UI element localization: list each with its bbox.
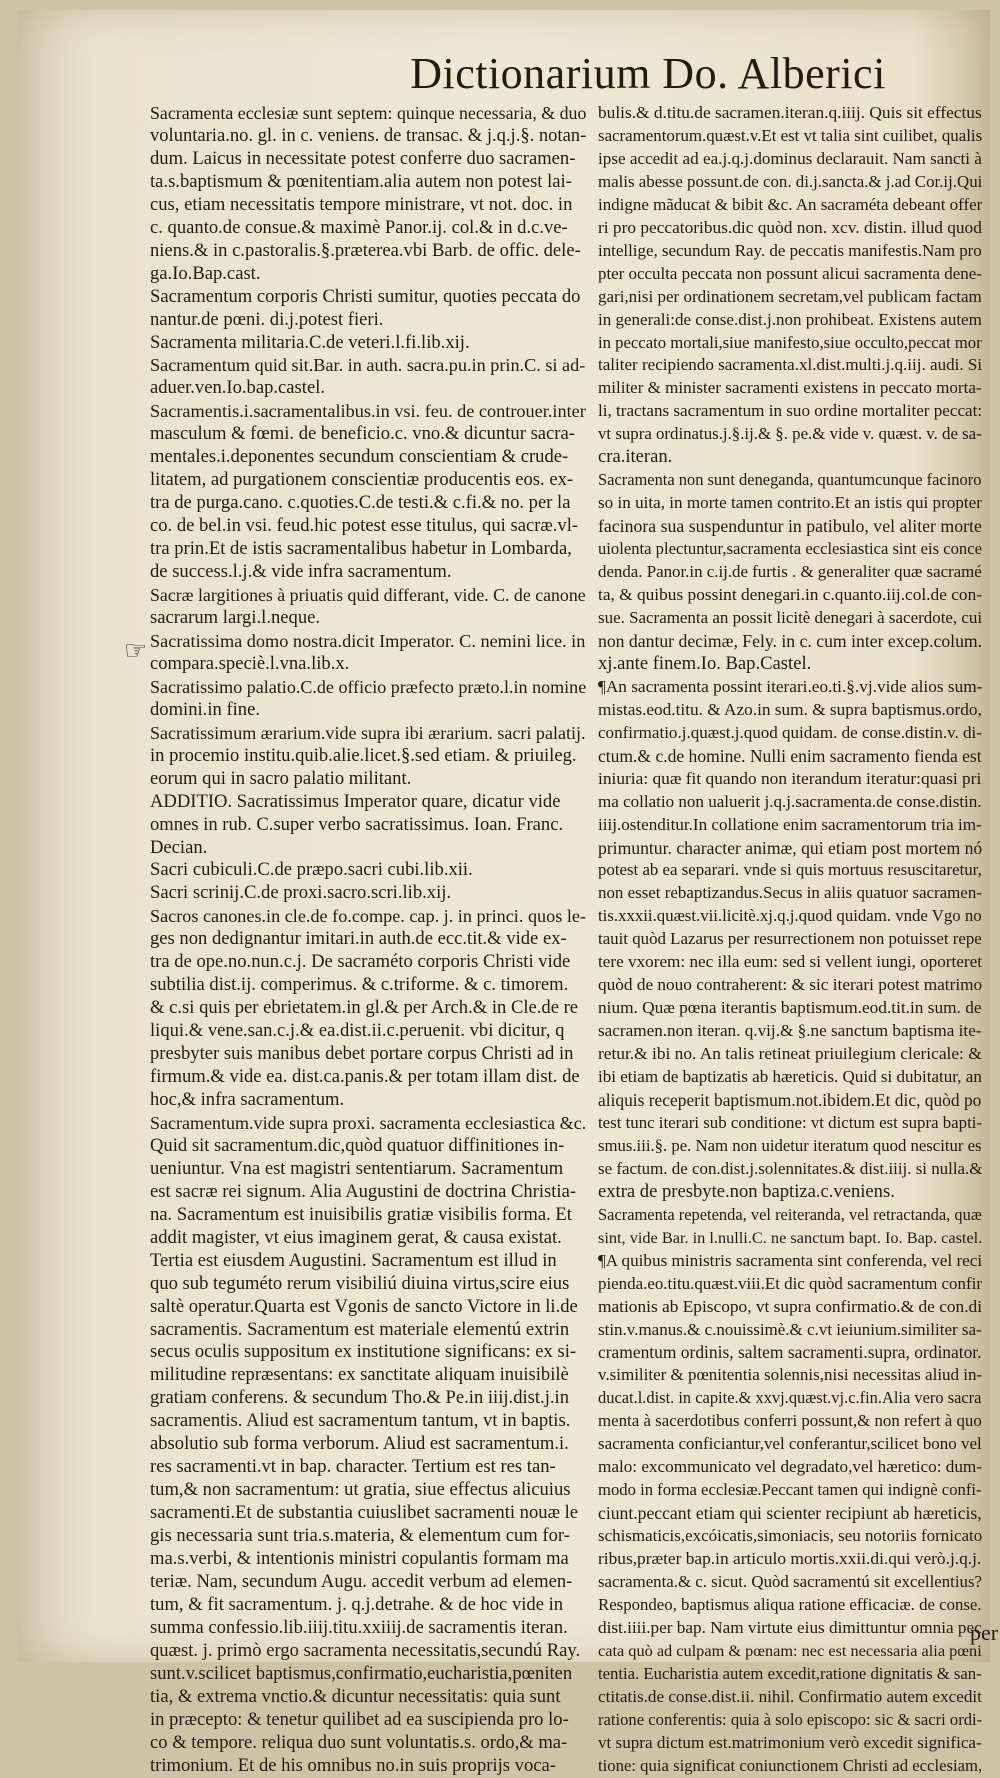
left-column-line: res sacramenti.vt in bap. character. Tertium est res tan- (150, 1456, 556, 1478)
left-column-line: ta.s.baptismum & pœnitentiam.alia autem non potest lai- (150, 170, 572, 192)
right-column-line: tione: quia significat coniunctionem Christi ad ecclesiam, (598, 1755, 982, 1775)
right-column-line: nium. Quæ pœna iterantis baptismum.eod.tit.in sum. de (598, 998, 982, 1018)
left-column-line: c. quanto.de consue.& maximè Panor.ij. col.& in d.c.ve- (150, 216, 568, 238)
right-column-line: potest ab ea separari. vnde si quis mortuus resuscitaretur, (598, 860, 982, 880)
right-column-line: in generali:de conse.dist.j.non prohibeat. Existens autem (598, 309, 982, 329)
left-column-line: Sacratissimum ærarium.vide supra ibi ærarium. sacri palatij. (150, 722, 586, 743)
page-header (18, 48, 990, 108)
right-column-line: iiij.ostenditur.In collatione enim sacramentorum tria im- (598, 814, 982, 834)
left-column-line: Sacramenta militaria.C.de veteri.l.fi.lib.xij. (150, 331, 470, 353)
right-column-line: quòd de nouo contraherent: & sic iterari potest matrimo (598, 975, 982, 995)
right-column-line: militer & minister sacramenti existens in peccato morta- (598, 378, 982, 398)
left-column-line: Tertia est eiusdem Augustini. Sacramentum est illud in (150, 1249, 557, 1271)
left-column-line: sacramentis. Sacramentum est materiale elementú extrin (150, 1318, 570, 1340)
left-column-line: ADDITIO. Sacratissimus Imperator quare, dicatur vide (150, 790, 561, 812)
right-column-line: taliter recipiendo sacramenta.xl.dist.multi.j.q.iij. audi. Si (598, 355, 982, 375)
left-column-line: ueniuntur. Vna est magistri sententiarum. Sacramentum (150, 1157, 564, 1179)
left-column-line: gis necessaria sunt tria.s.materia, & elementum cum for- (150, 1525, 570, 1547)
right-column-line: non esset rebaptizandus.Secus in aliis quatuor sacramen- (598, 883, 982, 903)
right-column-line: malis abesse possunt.de con. di.j.sancta.& j.ad Cor.ij.Qui (598, 171, 982, 191)
left-column-line: Decian. (150, 836, 208, 858)
right-column-line: aliquis receperit baptismum.not.ibidem.Et dic, quòd po (598, 1089, 982, 1110)
left-column-line: nantur.de pœni. di.j.potest fieri. (150, 308, 384, 330)
left-column-line: Sacratissima domo nostra.dicit Imperator. C. nemini lice. in (150, 630, 586, 651)
left-column-line: est sacræ rei signum. Alia Augustini de doctrina Christia- (150, 1180, 577, 1202)
left-column-line: trimonium. Et de his omnibus no.in suis proprijs voca- (150, 1754, 556, 1776)
right-column-line: vt supra dictum est.matrimonium verò excedit significa- (598, 1732, 982, 1752)
right-column-line: sacramentorum.quæst.v.Et est vt talia sint cuilibet, qualis (598, 125, 982, 145)
left-column-line: sacramentis. Aliud est sacramentum tantum, vt in baptis. (150, 1410, 571, 1432)
right-column-line: dist.iiii.per bap. Nam virtute eius dimittuntur omnia pec (598, 1617, 982, 1637)
left-column-line: tra de purga.cano. c.quoties.C.de testi.& c.fi.& no. per la (150, 492, 571, 514)
left-column-line: saltè operatur.Quarta est Vgonis de sancto Victore in li.de (150, 1295, 578, 1317)
left-column-line: & c.si quis per ebrietatem.in gl.& per Arch.& in Cle.de re (150, 997, 579, 1019)
left-column-line: voluntaria.no. gl. in c. veniens. de transac. & j.q.j.§. notan- (150, 124, 586, 146)
left-column-line: domini.in fine. (150, 698, 261, 720)
left-column-line: absolutio sub forma verborum. Aliud est sacramentum.i. (150, 1433, 569, 1455)
right-column-line: Sacramenta repetenda, vel reiteranda, vel retractanda, quæ (598, 1204, 982, 1224)
left-column-line: sacrarum largi.l.neque. (150, 606, 321, 628)
left-column-line: in præcepto: & tenetur quilibet ad ea suscipienda pro lo- (150, 1708, 569, 1730)
right-column-line: ta, & quibus possint denegari.in c.quanto.iij.col.de con- (598, 585, 982, 605)
running-title: Dictionarium Do. Alberici (410, 49, 886, 98)
right-column-line: primuntur. character animæ, qui etiam post mortem nó (598, 837, 982, 858)
right-column-line: mationis ab Episcopo, vt supra confirmatio.& de con.di (598, 1296, 982, 1316)
right-column-line: ipse accedit ad ea.j.q.j.dominus declarauit. Nam sancti à (598, 148, 982, 168)
right-column-line: gari,nisi per ordinationem secretam,vel publicam factam (598, 286, 982, 306)
right-column-line: ribus,præter bap.in articulo mortis.xxii.di.qui verò.j.q.j. (598, 1549, 982, 1569)
right-column-line: tentia. Eucharistia autem excedit,ratione dignitatis & san- (598, 1663, 982, 1683)
left-column-line: Sacramenta ecclesiæ sunt septem: quinque necessaria, & duo (150, 103, 586, 123)
right-column-line: v.similiter & pœnitentia solennis,nisi necessitas aliud in- (598, 1365, 982, 1385)
left-column-line: sunt.v.scilicet baptismus,confirmatio,eucharistia,pœniten (150, 1662, 573, 1684)
left-column-line: liqui.& vene.san.c.j.& ea.dist.ii.c.peruenit. vbi dicitur, q (150, 1020, 565, 1042)
right-column-line: schismaticis,excóicatis,simoniacis, seu notoriis fornicato (598, 1526, 982, 1546)
pointing-hand-icon: ☞ (124, 636, 148, 666)
right-column-line: Sacramenta non sunt deneganda, quantumcunque facinoro (598, 470, 982, 490)
right-column-line: tis.xxxii.quæst.vii.licitè.xj.q.j.quod quidam. vnde Vgo no (598, 906, 982, 926)
left-column-line: Sacramentum.vide supra proxi. sacramenta ecclesiastica &c. (150, 1112, 586, 1133)
book-page (18, 10, 999, 1776)
right-column-line: test tunc iterari sub conditione: vt dictum est supra bapti- (598, 1112, 982, 1132)
left-column-line: Sacramentis.i.sacramentalibus.in vsi. feu. de controuer.inter (150, 401, 586, 422)
right-column-line: Respondeo, baptismus aliqua ratione efficaciæ. de conse. (598, 1594, 982, 1614)
left-column-line: militudine repræsentans: ex sanctitate aliquam inuisibilè (150, 1364, 569, 1386)
right-column-line: ¶A quibus ministris sacramenta sint conferenda, vel reci (598, 1250, 982, 1270)
left-column-line: co. de bel.in vsi. feud.hic potest esse titulus, qui sacræ.vl- (150, 515, 579, 537)
right-column-line: sacramenta.& c. sicut. Quòd sacramentú sit excellentius? (598, 1572, 982, 1591)
left-column-line: Sacri cubiculi.C.de præpo.sacri cubi.lib.xii. (150, 859, 473, 881)
left-column-line: teriæ. Nam, secundum Augu. accedit verbum ad elemen- (150, 1571, 573, 1592)
right-column-line: intellige, secundum Ray. de peccatis manifestis.Nam pro (598, 240, 982, 260)
left-column (150, 102, 586, 1778)
right-column-line: ducat.l.dist. in capite.& xxvj.quæst.vj.c.fin.Alia vero sacra (598, 1388, 982, 1408)
left-column-line: litatem, ad purgationem conscientiæ producentis eos. ex- (150, 469, 574, 491)
right-column-line: ma collatio non ualuerit j.q.j.sacramenta.de conse.distin. (598, 791, 982, 811)
right-column-line: cra.iteran. (598, 446, 673, 468)
right-column-line: sue. Sacramenta an possit licitè denegari à sacerdote, cui (598, 607, 982, 627)
left-column-line: compara.speciè.l.vna.lib.x. (150, 652, 350, 674)
left-column-line: Sacratissimo palatio.C.de officio præfecto præto.l.in nomine (150, 676, 586, 697)
right-column-line: ri pro peccatoribus.dic quòd non. xcv. distin. illud quod (598, 217, 982, 237)
left-column-line: quo sub teguméto rerum visibiliú diuina virtus,scire eius (150, 1272, 570, 1294)
right-column-line: stin.v.manus.& c.nouissimè.& c.vt ieiunium.similiter sa- (598, 1319, 982, 1339)
right-column-line: cata quò ad culpam & pœnam: nec est necessaria alia pœni (598, 1640, 982, 1660)
left-column-line: subtilia dist.ij. comperimus. & c.triforme. & c. timorem. (150, 974, 569, 996)
left-column-line: tum,& non sacramentum: ut gratia, siue effectus alicuius (150, 1479, 571, 1501)
right-column-line: uiolenta plectuntur,sacramenta ecclesiastica sint eis conce (598, 539, 982, 559)
right-column-line: so in uita, in morte tamen contrito.Et an istis qui propter (598, 493, 982, 513)
left-column-line: Sacramentum quid sit.Bar. in auth. sacra.pu.in prin.C. si ad- (150, 355, 586, 376)
left-column-line: omnes in rub. C.super verbo sacratissimus. Ioan. Franc. (150, 813, 564, 835)
right-column-line: tauit quòd Lazarus per resurrectionem non potuisset repe (598, 929, 982, 949)
right-column-line: pienda.eo.titu.quæst.viii.Et dic quòd sacramentum confir (598, 1273, 982, 1293)
right-column-line: retur.& ibi no. An talis retineat priuilegium clericale: & (598, 1044, 982, 1064)
left-column-line: tia, & extrema vnctio.& dicuntur necessitatis: quia sunt (150, 1685, 561, 1707)
right-column-line: bulis.& d.titu.de sacramen.iteran.q.iiij. Quis sit effectus (598, 103, 982, 122)
left-column-line: Sacræ largitiones à priuatis quid differant, vide. C. de canone (150, 585, 586, 606)
right-column-line: non dantur decimæ, Fely. in c. cum inter excep.colum. (598, 630, 982, 651)
left-column-line: Quid sit sacramentum.dic,quòd quatuor diffinitiones in- (150, 1134, 565, 1156)
right-column-line: vt supra ordinatus.j.§.ij.& §. pe.& vide v. quæst. v. de sa- (598, 424, 982, 444)
right-column-line: modo in forma ecclesiæ.Peccant tamen qui indignè confi- (598, 1480, 982, 1500)
left-column-line: quæst. j. primò ergo sacramenta necessitatis,secundú Ray. (150, 1639, 581, 1661)
left-column-line: eorum qui in sacro palatio militant. (150, 767, 412, 789)
left-column-line: summa confessio.lib.iiij.titu.xxiiij.de sacramentis iteran. (150, 1616, 568, 1638)
catchword: per (970, 1620, 999, 1645)
right-column-line: sint, vide Bar. in l.nulli.C. ne sanctum bapt. Io. Bap. castel. (598, 1227, 982, 1247)
left-column-line: dum. Laicus in necessitate potest conferre duo sacramen- (150, 147, 576, 169)
right-column-line: sacramen.non iteran. q.vij.& §.ne sanctum baptisma ite- (598, 1021, 982, 1041)
right-column-line: smus.iii.§. pe. Nam non uidetur iteratum quod nescitur es (598, 1135, 982, 1155)
left-column-line: ga.Io.Bap.cast. (150, 262, 261, 284)
right-column-line: indigne mãducat & bibit &c. An sacraméta debeant offer (598, 194, 982, 214)
left-column-line: mentales.i.deponentes secundum conscientiam & crude- (150, 446, 569, 468)
left-column-line: secus oculis suppositum ex institutione significans: ex si- (150, 1341, 577, 1363)
right-column-line: cramentum ordinis, saltem sacramenti.supra, ordinator. (598, 1342, 982, 1363)
right-column-line: xj.ante finem.Io. Bap.Castel. (598, 652, 812, 674)
right-column-line: mistas.eod.titu. & Azo.in sum. & supra baptismus.ordo, (598, 699, 982, 719)
left-column-line: ges non dedignantur imitari.in auth.de ecc.tit.& vide ex- (150, 928, 567, 950)
right-column-line: iniuria: quæ fit quando non iterandum iteratur:quasi pri (598, 768, 982, 788)
left-column-line: in procemio institu.quib.alie.licet.§.sed etiam. & priuileg. (150, 744, 577, 766)
right-column-line: ¶An sacramenta possint iterari.eo.ti.§.vj.vide alios sum- (598, 676, 982, 696)
left-column-line: Sacros canones.in cle.de fo.compe. cap. j. in princi. quos le- (150, 906, 586, 927)
right-column-line: ibi etiam de baptizatis ab hæreticis. Quid si dubitatur, an (598, 1067, 982, 1087)
left-column-line: addit magister, vt eius imaginem gerat, & causa existat. (150, 1226, 562, 1248)
right-column-line: menta à sacerdotibus conferri possunt,& non refert à quo (598, 1411, 982, 1431)
right-column-line: confirmatio.j.quæst.j.quod quidam. de conse.distin.v. di- (598, 722, 982, 742)
left-column-line: tum, & fit sacramentum. j. q.j.detrahe. & de hoc vide in (150, 1593, 564, 1615)
right-column-line: tere vxorem: nec illa eum: sed si vellent iungi, oporteret (598, 952, 982, 972)
left-column-line: ma.s.verbi, & intentionis ministri copulantis formam ma (150, 1548, 569, 1570)
left-column-line: masculum & fœmi. de beneficio.c. vno.& dicuntur sacra- (150, 423, 575, 445)
right-column-line: pter occulta peccata non possunt alicui sacramenta dene- (598, 263, 982, 283)
right-column-line: li, tractans sacramentum in suo ordine mortaliter peccat: (598, 401, 982, 421)
left-column-line: presbyter suis manibus debet portare corpus Christi ad in (150, 1043, 574, 1065)
left-column-line: de success.l.j.& vide infra sacramentum. (150, 561, 452, 583)
left-column-line: niens.& in c.pastoralis.§.præterea.vbi Barb. de offic. dele- (150, 239, 581, 261)
left-column-line: sacramenti.Et de substantia cuiuslibet sacramenti nouæ le (150, 1502, 579, 1524)
left-column-line: tra prin.Et de istis sacramentalibus habetur in Lombarda, (150, 538, 572, 560)
left-column-line: gratiam conferens. & secundum Tho.& Pe.in iiij.dist.j.in (150, 1387, 569, 1409)
right-column-line: in peccato mortali,siue manifesto,siue occulto,peccat mor (598, 332, 982, 352)
left-column-line: cus, etiam necessitatis tempore ministrare, vt not. doc. in (150, 193, 573, 215)
right-column-line: extra de presbyte.non baptiza.c.veniens. (598, 1180, 895, 1202)
right-column-line: ctum.& c.de homine. Nulli enim sacramento fienda est (598, 745, 982, 766)
right-column (598, 102, 982, 1778)
right-column-line: sacramenta conficiantur,vel conferantur,scilicet bono vel (598, 1434, 982, 1454)
left-column-line: aduer.ven.Io.bap.castel. (150, 377, 326, 399)
left-column-line: tra de ope.no.nun.c.j. De sacraméto corporis Christi vide (150, 951, 571, 973)
left-column-line: Sacri scrinij.C.de proxi.sacro.scri.lib.xij. (150, 882, 452, 904)
right-column-line: ciunt.peccant etiam qui scienter recipiunt ab hæreticis, (598, 1503, 982, 1524)
right-column-line: malo: excommunicato vel degradato,vel hæretico: dum- (598, 1457, 982, 1477)
left-column-line: na. Sacramentum est inuisibilis gratiæ visibilis forma. Et (150, 1203, 572, 1225)
left-column-line: hoc,& infra sacramentum. (150, 1088, 345, 1110)
left-column-line: co & tempore. reliqua duo sunt voluntatis.s. ordo,& ma- (150, 1731, 568, 1753)
right-column-line: ctitatis.de conse.dist.ii. nihil. Confirmatio autem excedit (598, 1686, 982, 1706)
right-column-line: ratione conferentis: quia à solo episcopo: sic & sacri ordi- (598, 1709, 982, 1729)
right-column-line: denda. Panor.in c.ij.de furtis . & generaliter quæ sacramé (598, 562, 982, 582)
right-column-line: se factum. de con.dist.j.solennitates.& dist.iiij. si nulla.& (598, 1158, 982, 1178)
right-column-line: facinora sua suspenduntur in patibulo, vel aliter morte (598, 516, 982, 537)
left-column-line: firmum.& vide ea. dist.ca.panis.& per totam illam dist. de (150, 1066, 580, 1088)
left-column-line: Sacramentum corporis Christi sumitur, quoties peccata do (150, 285, 581, 307)
